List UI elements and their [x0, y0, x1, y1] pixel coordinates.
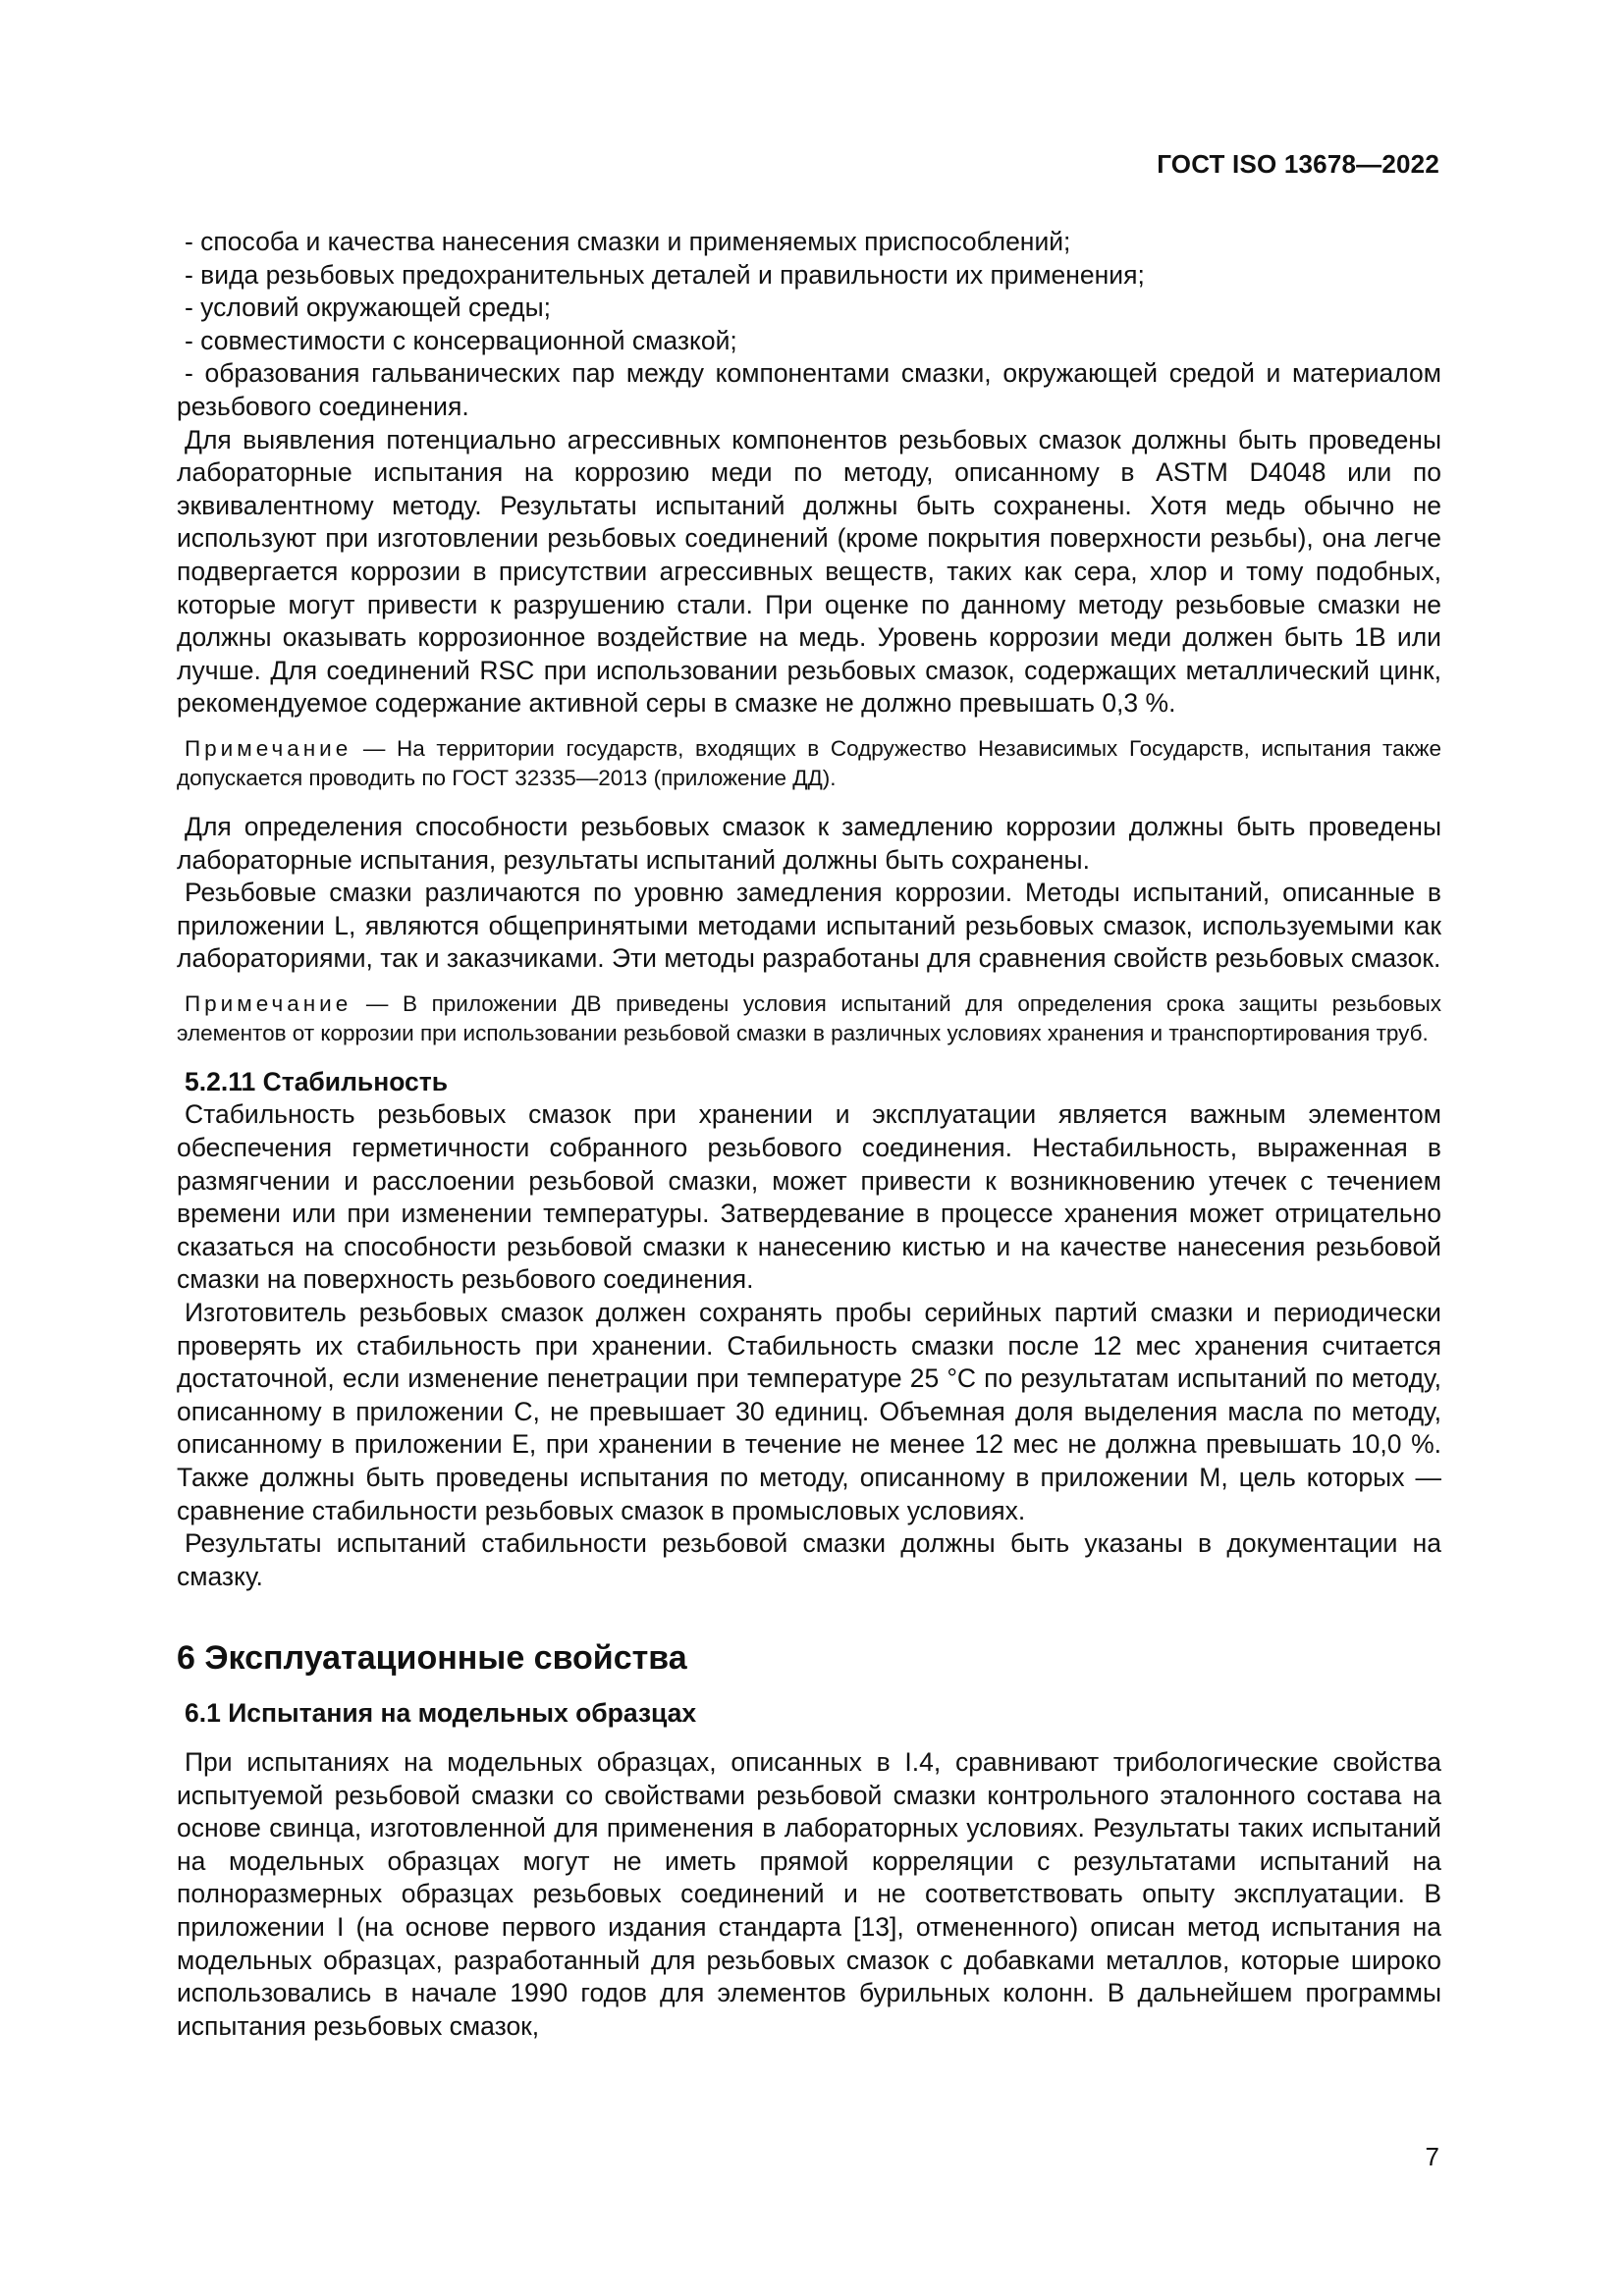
note-2	[177, 989, 1441, 1048]
document-header: ГОСТ ISO 13678—2022	[1157, 149, 1439, 179]
paragraph-model-tests: При испытаниях на модельных образцах, описанных в I.4, сравнивают трибологические свойства испытуемой резьбовой смазки со свойствами резьбовой смазки контрольного эталонного состава на основе свинца, изготовленной для применения в лабораторных условиях. Результаты таких испытаний на модельных образцах могут не иметь прямой корреляции с результатами испытаний на полноразмерных образцах резьбовых соединений и не соответствовать опыту эксплуатации. В приложении I (на основе первого издания стандарта [13], отмененного) описан метод испытания на модельных образцах, разработанный для резьбовых смазок с добавками металлов, которые широко использовались в начале 1990 годов для элементов бурильных колонн. В дальнейшем программы испытания резьбовых смазок,	[177, 1746, 1441, 2041]
list-item: - способа и качества нанесения смазки и применяемых приспособлений;	[185, 227, 1071, 256]
paragraph-corrosion-inhibition: Для определения способности резьбовых смазок к замедлению коррозии должны быть проведены лабораторные испытания, результаты испытаний должны быть сохранены.	[177, 811, 1441, 875]
paragraph-stability-results: Результаты испытаний стабильности резьбовой смазки должны быть указаны в документации на смазку.	[177, 1528, 1441, 1591]
list-item: - совместимости с консервационной смазкой;	[185, 325, 737, 355]
note-1	[177, 734, 1441, 793]
paragraph-manufacturer-samples: Изготовитель резьбовых смазок должен сохранять пробы серийных партий смазки и периодически проверять их стабильность при хранении. Стабильность смазки после 12 мес хранения считается достаточной, если изменение пенетрации при температуре 25 °С по результатам испытаний по методу, описанному в приложении С, не превышает 30 единиц. Объемная доля выделения масла по методу, описанному в приложении Е, при хранении в течение не менее 12 мес не должна превышать 10,0 %. Также должны быть проведены испытания по методу, описанному в приложении М, цель которых — сравнение стабильности резьбовых смазок в промысловых условиях.	[177, 1298, 1441, 1525]
note-text: — В приложении ДВ приведены условия испытаний для определения срока защиты резьбовых элементов от коррозии при использовании резьбовой смазки в различных условиях хранения и транспортирования труб.	[177, 990, 1441, 1045]
paragraph-copper-corrosion: Для выявления потенциально агрессивных компонентов резьбовых смазок должны быть проведены лабораторные испытания на коррозию меди по методу, описанному в ASTM D4048 или по эквивалентному методу. Результаты испытаний должны быть сохранены. Хотя медь обычно не используют при изготовлении резьбовых соединений (кроме покрытия поверхности резьбы), она легче подвергается коррозии в присутствии агрессивных веществ, таких как сера, хлор и тому подобных, которые могут привести к разрушению стали. При оценке по данному методу резьбовые смазки не должны оказывать коррозионное воздействие на медь. Уровень коррозии меди должен быть 1В или лучше. Для соединений RSC при использовании резьбовых смазок, содержащих металлический цинк, рекомендуемое содержание активной серы в смазке не должно превышать 0,3 %.	[177, 424, 1441, 719]
paragraph-stability: Стабильность резьбовых смазок при хранении и эксплуатации является важным элементом обеспечения герметичности собранного резьбового соединения. Нестабильность, выраженная в размягчении и расслоении резьбовой смазки, может привести к возникновению утечек с течением времени или при изменении температуры. Затвердевание в процессе хранения может отрицательно сказаться на способности резьбовой смазки к нанесению кистью и на качестве нанесения резьбовой смазки на поверхность резьбового соединения.	[177, 1099, 1441, 1295]
page-number: 7	[1425, 2142, 1439, 2171]
section-heading-5-2-11: 5.2.11 Стабильность	[185, 1066, 449, 1096]
page-content	[177, 226, 1441, 2043]
note-label: Примечание	[185, 990, 352, 1016]
list-item: - вида резьбовых предохранительных деталей и правильности их применения;	[185, 259, 1145, 290]
note-label: Примечание	[185, 735, 352, 761]
list-item: - образования гальванических пар между компонентами смазки, окружающей средой и материалом резьбового соединения.	[177, 358, 1441, 421]
list-item: - условий окружающей среды;	[185, 293, 552, 323]
section-heading-6: 6 Эксплуатационные свойства	[177, 1639, 687, 1678]
note-text: — На территории государств, входящих в Содружество Независимых Государств, испытания также допускается проводить по ГОСТ 32335—2013 (приложение ДД).	[177, 735, 1441, 790]
section-heading-6-1: 6.1 Испытания на модельных образцах	[185, 1698, 697, 1729]
paragraph-corrosion-levels: Резьбовые смазки различаются по уровню замедления коррозии. Методы испытаний, описанные в приложении L, являются общепринятыми методами испытаний резьбовых смазок, используемыми как лабораториями, так и заказчиками. Эти методы разработаны для сравнения свойств резьбовых смазок.	[177, 878, 1441, 974]
